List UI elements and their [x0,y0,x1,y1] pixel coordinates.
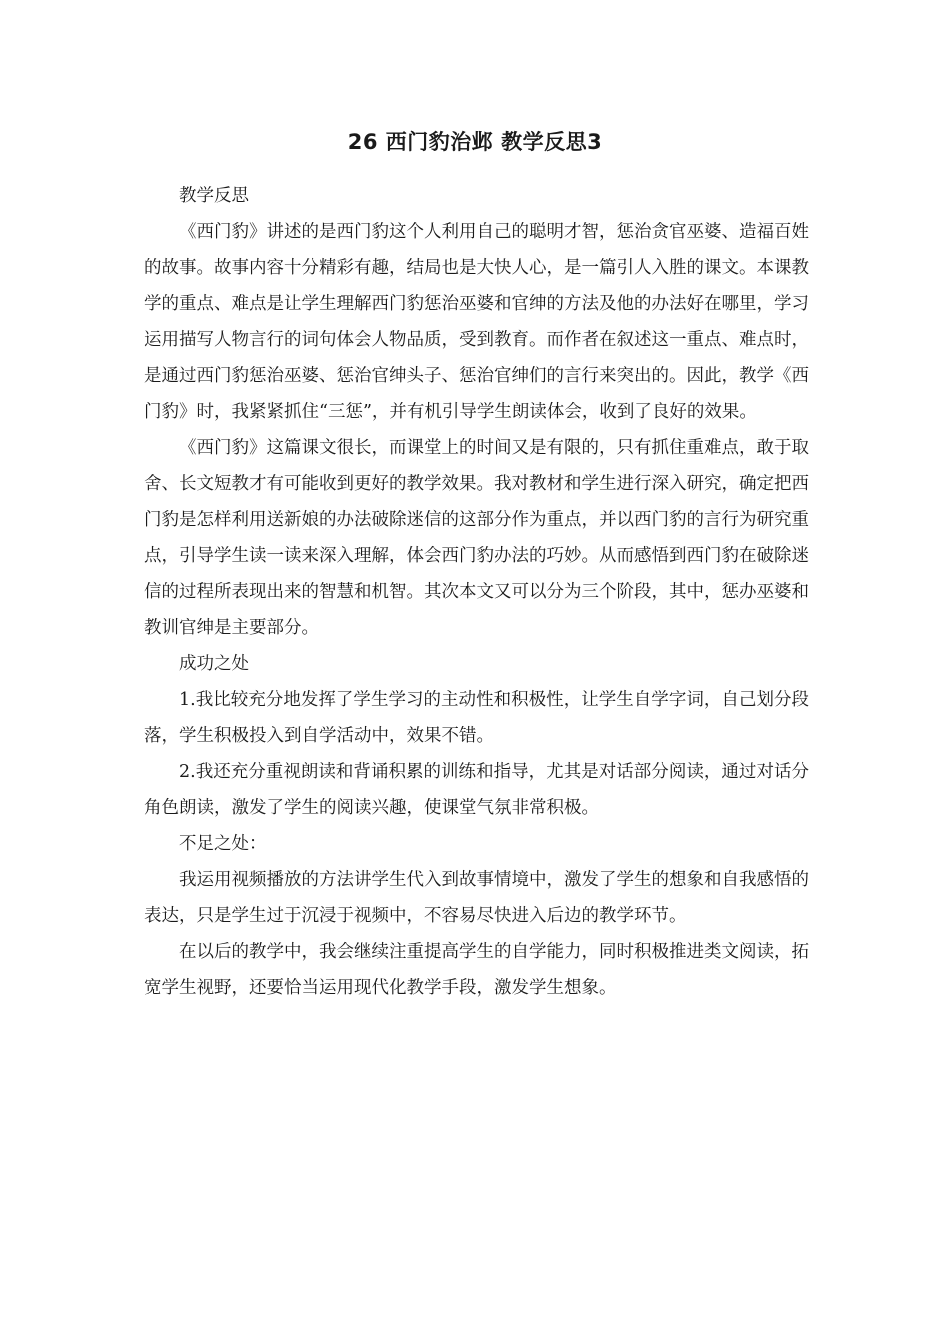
section-heading-reflection: 教学反思 [179,186,249,206]
section-heading-successes: 成功之处 [179,654,249,674]
section-heading-shortcomings: 不足之处： [179,834,267,854]
paragraph-future-plans: 在以后的教学中，我会继续注重提高学生的自学能力，同时积极推进类文阅读，拓宽学生视野，还要恰当运用现代化教学手段，激发学生想象。 [144,942,809,998]
list-item-success-1: 1.我比较充分地发挥了学生学习的主动性和积极性，让学生自学字词，自己划分段落，学生积极投入到自学活动中，效果不错。 [144,690,809,746]
document-title: 26 西门豹治邺 教学反思3 [347,130,603,154]
paragraph-summary: 《西门豹》讲述的是西门豹这个人利用自己的聪明才智，惩治贪官巫婆、造福百姓的故事。故事内容十分精彩有趣，结局也是大快人心，是一篇引人入胜的课文。本课教学的重点、难点是让学生理解西门豹惩治巫婆和官绅的方法及他的办法好在哪里，学习运用描写人物言行的词句体会人物品质，受到教育。而作者在叙述这一重点、难点时，是通过西门豹惩治巫婆、惩治官绅头子、惩治官绅们的言行来突出的。因此，教学《西门豹》时，我紧紧抓住“三惩”，并有机引导学生朗读体会，收到了良好的效果。 [144,222,809,422]
paragraph-shortcoming: 我运用视频播放的方法讲学生代入到故事情境中，激发了学生的想象和自我感悟的表达，只是学生过于沉浸于视频中，不容易尽快进入后边的教学环节。 [144,870,809,926]
paragraph-approach: 《西门豹》这篇课文很长，而课堂上的时间又是有限的，只有抓住重难点，敢于取舍、长文短教才有可能收到更好的教学效果。我对教材和学生进行深入研究，确定把西门豹是怎样利用送新娘的办法破除迷信的这部分作为重点，并以西门豹的言行为研究重点，引导学生读一读来深入理解，体会西门豹办法的巧妙。从而感悟到西门豹在破除迷信的过程所表现出来的智慧和机智。其次本文又可以分为三个阶段，其中，惩办巫婆和教训官绅是主要部分。 [144,438,809,638]
list-item-success-2: 2.我还充分重视朗读和背诵积累的训练和指导，尤其是对话部分阅读，通过对话分角色朗读，激发了学生的阅读兴趣，使课堂气氛非常积极。 [144,762,809,818]
document-body [144,178,809,1006]
